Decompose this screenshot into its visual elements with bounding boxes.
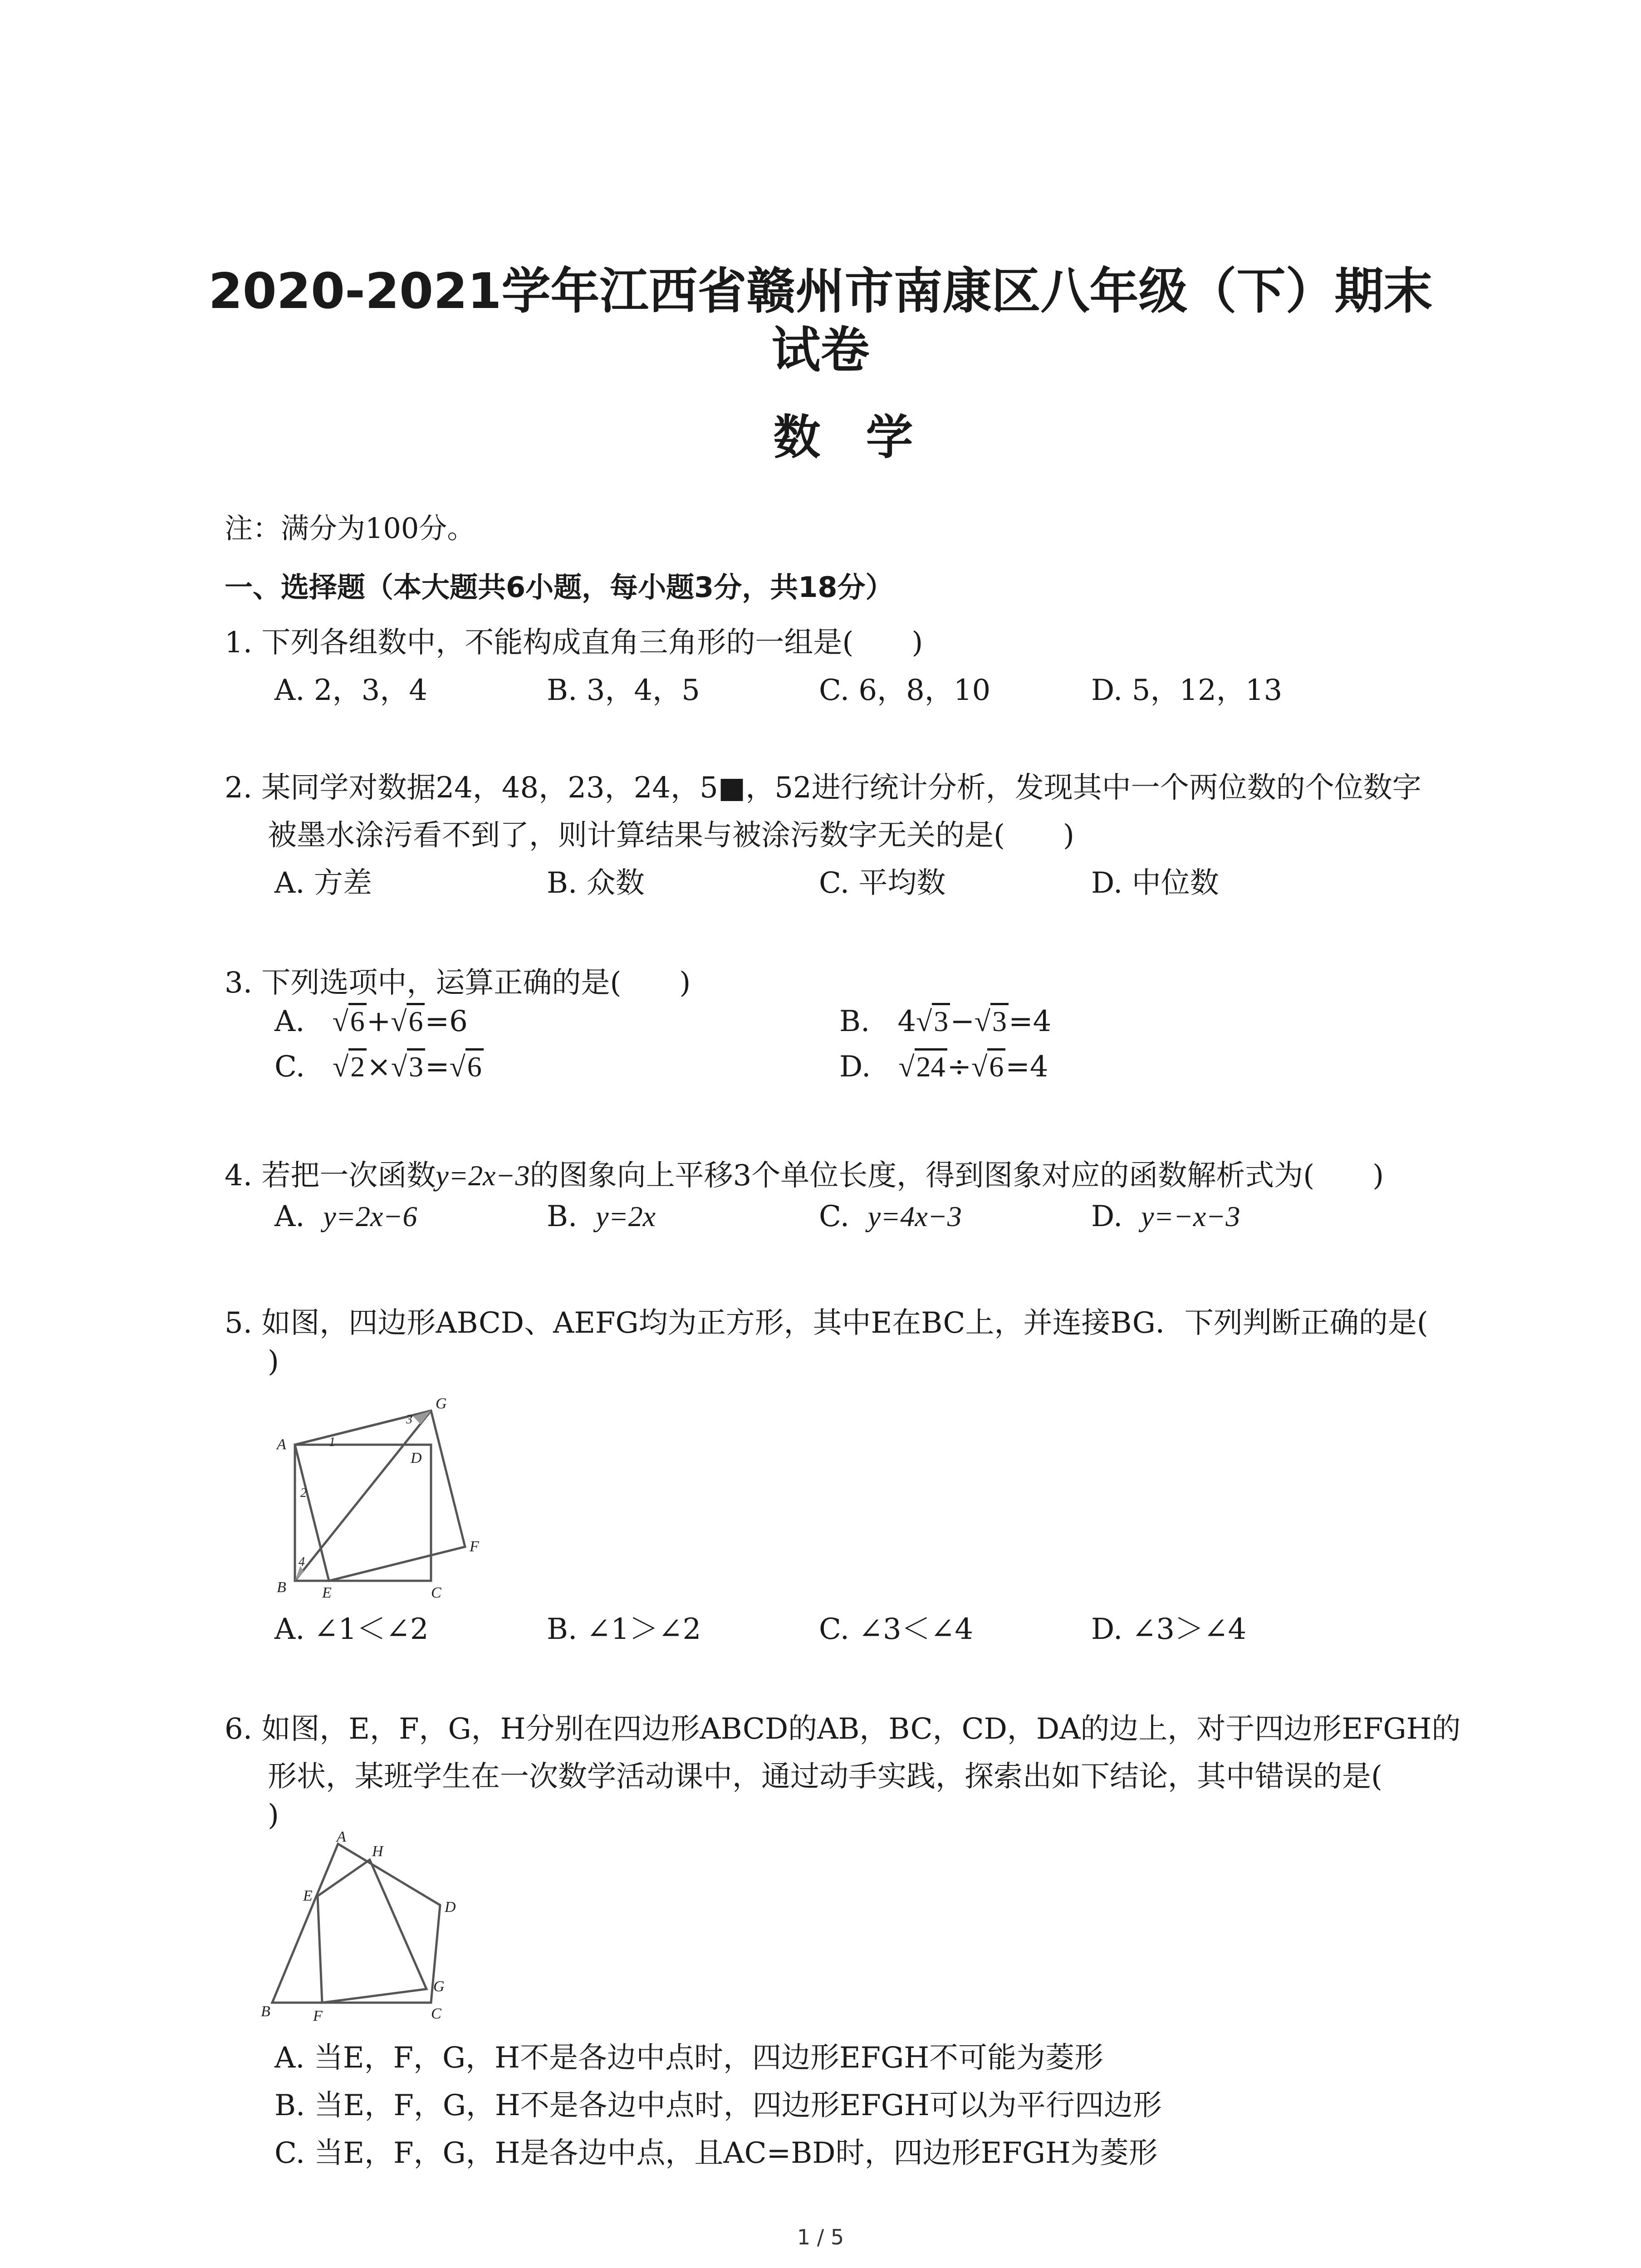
q3-option-a: A. √6+√6=6 bbox=[274, 1005, 468, 1038]
q4-option-c: C. y=4x−3 bbox=[819, 1200, 962, 1233]
q2-option-c: C. 平均数 bbox=[819, 866, 946, 900]
q1-stem: 1. 下列各组数中，不能构成直角三角形的一组是( ) bbox=[225, 626, 923, 660]
q2-option-a: A. 方差 bbox=[274, 866, 372, 900]
sqrt: √2 bbox=[333, 1050, 367, 1084]
label-B: B bbox=[277, 1579, 286, 1596]
label-C: C bbox=[431, 2005, 441, 2022]
section-heading: 一、选择题（本大题共6小题，每小题3分，共18分） bbox=[225, 571, 894, 604]
q1-option-a: A. 2，3，4 bbox=[274, 674, 428, 707]
q5-option-d: D. ∠3＞∠4 bbox=[1091, 1613, 1247, 1646]
page-title-line1: 2020-2021学年江西省赣州市南康区八年级（下）期末 bbox=[208, 263, 1433, 320]
sqrt: √3 bbox=[975, 1005, 1009, 1038]
label-F: F bbox=[470, 1538, 479, 1555]
label-D: D bbox=[411, 1450, 422, 1466]
q2-stem-line1: 2. 某同学对数据24，48，23，24，5■，52进行统计分析，发现其中一个两位数的个位数字 bbox=[225, 771, 1421, 805]
label-E: E bbox=[322, 1584, 332, 1601]
sqrt: √6 bbox=[391, 1005, 425, 1038]
q6-option-a: A. 当E，F，G，H不是各边中点时，四边形EFGH不可能为菱形 bbox=[274, 2041, 1104, 2075]
label-A: A bbox=[277, 1436, 286, 1453]
q4-option-d: D. y=−x−3 bbox=[1091, 1200, 1240, 1233]
label-E: E bbox=[303, 1887, 313, 1904]
q3-stem: 3. 下列选项中，运算正确的是( ) bbox=[225, 966, 691, 1000]
q1-option-c: C. 6，8，10 bbox=[819, 674, 991, 707]
label-G: G bbox=[433, 1978, 445, 1995]
q5-option-b: B. ∠1＞∠2 bbox=[547, 1613, 701, 1646]
quadrilateral-efgh bbox=[318, 1860, 426, 2003]
q3-option-d: D. √24÷√6=4 bbox=[839, 1050, 1048, 1084]
q4-option-b: B. y=2x bbox=[547, 1200, 656, 1233]
sqrt: √3 bbox=[916, 1005, 950, 1038]
label-angle3: 3 bbox=[406, 1413, 412, 1427]
sqrt: √6 bbox=[333, 1005, 367, 1038]
quadrilateral-abcd bbox=[272, 1844, 440, 2003]
q5-stem-line1: 5. 如图，四边形ABCD、AEFG均为正方形，其中E在BC上，并连接BG．下列判断正确的是( bbox=[225, 1306, 1428, 1340]
q5-figure bbox=[259, 1388, 495, 1606]
page-number: 1 / 5 bbox=[797, 2225, 844, 2249]
sqrt: √3 bbox=[391, 1050, 425, 1084]
q3-option-b: B. 4√3−√3=4 bbox=[839, 1005, 1051, 1038]
label-angle1: 1 bbox=[329, 1435, 335, 1449]
page-title-line2: 试卷 bbox=[771, 322, 870, 379]
label-D: D bbox=[445, 1899, 456, 1916]
q6-stem-line2: 形状，某班学生在一次数学活动课中，通过动手实践，探索出如下结论，其中错误的是( bbox=[268, 1760, 1382, 1794]
sqrt: √24 bbox=[898, 1050, 947, 1084]
q5-option-a: A. ∠1＜∠2 bbox=[274, 1613, 429, 1646]
q4-stem: 4. 若把一次函数y=2x−3的图象向上平移3个单位长度，得到图象对应的函数解析式为( ) bbox=[225, 1159, 1384, 1193]
q6-stem-line1: 6. 如图，E，F，G，H分别在四边形ABCD的AB，BC，CD，DA的边上，对于四边形EFGH的 bbox=[225, 1712, 1461, 1746]
q2-stem-line2: 被墨水涂污看不到了，则计算结果与被涂污数字无关的是( ) bbox=[268, 819, 1074, 852]
sqrt: √6 bbox=[450, 1050, 484, 1084]
q1-option-b: B. 3，4，5 bbox=[547, 674, 700, 707]
segment-bg bbox=[295, 1411, 431, 1581]
q6-stem-line3: ) bbox=[268, 1799, 279, 1832]
label-B: B bbox=[261, 2003, 270, 2020]
label-A: A bbox=[337, 1828, 346, 1845]
label-G: G bbox=[436, 1395, 447, 1412]
q2-option-d: D. 中位数 bbox=[1091, 866, 1219, 900]
label-F: F bbox=[313, 2008, 323, 2024]
q1-option-d: D. 5，12，13 bbox=[1091, 674, 1283, 707]
subject-heading: 数学 bbox=[773, 410, 959, 465]
label-angle2: 2 bbox=[300, 1486, 307, 1500]
q4-option-a: A. y=2x−6 bbox=[274, 1200, 417, 1233]
label-angle4: 4 bbox=[299, 1555, 305, 1569]
label-C: C bbox=[431, 1584, 441, 1601]
sqrt: √6 bbox=[971, 1050, 1005, 1084]
q5-option-c: C. ∠3＜∠4 bbox=[819, 1613, 974, 1646]
square-aefg bbox=[295, 1411, 465, 1581]
q6-figure bbox=[259, 1828, 476, 2032]
q6-option-c: C. 当E，F，G，H是各边中点，且AC=BD时，四边形EFGH为菱形 bbox=[274, 2136, 1158, 2170]
label-H: H bbox=[372, 1843, 383, 1860]
q5-stem-line2: ) bbox=[268, 1345, 279, 1378]
q3-option-c: C. √2×√3=√6 bbox=[274, 1050, 484, 1084]
score-note: 注：满分为100分。 bbox=[225, 512, 475, 545]
q2-option-b: B. 众数 bbox=[547, 866, 645, 900]
q6-option-b: B. 当E，F，G，H不是各边中点时，四边形EFGH可以为平行四边形 bbox=[274, 2089, 1162, 2122]
